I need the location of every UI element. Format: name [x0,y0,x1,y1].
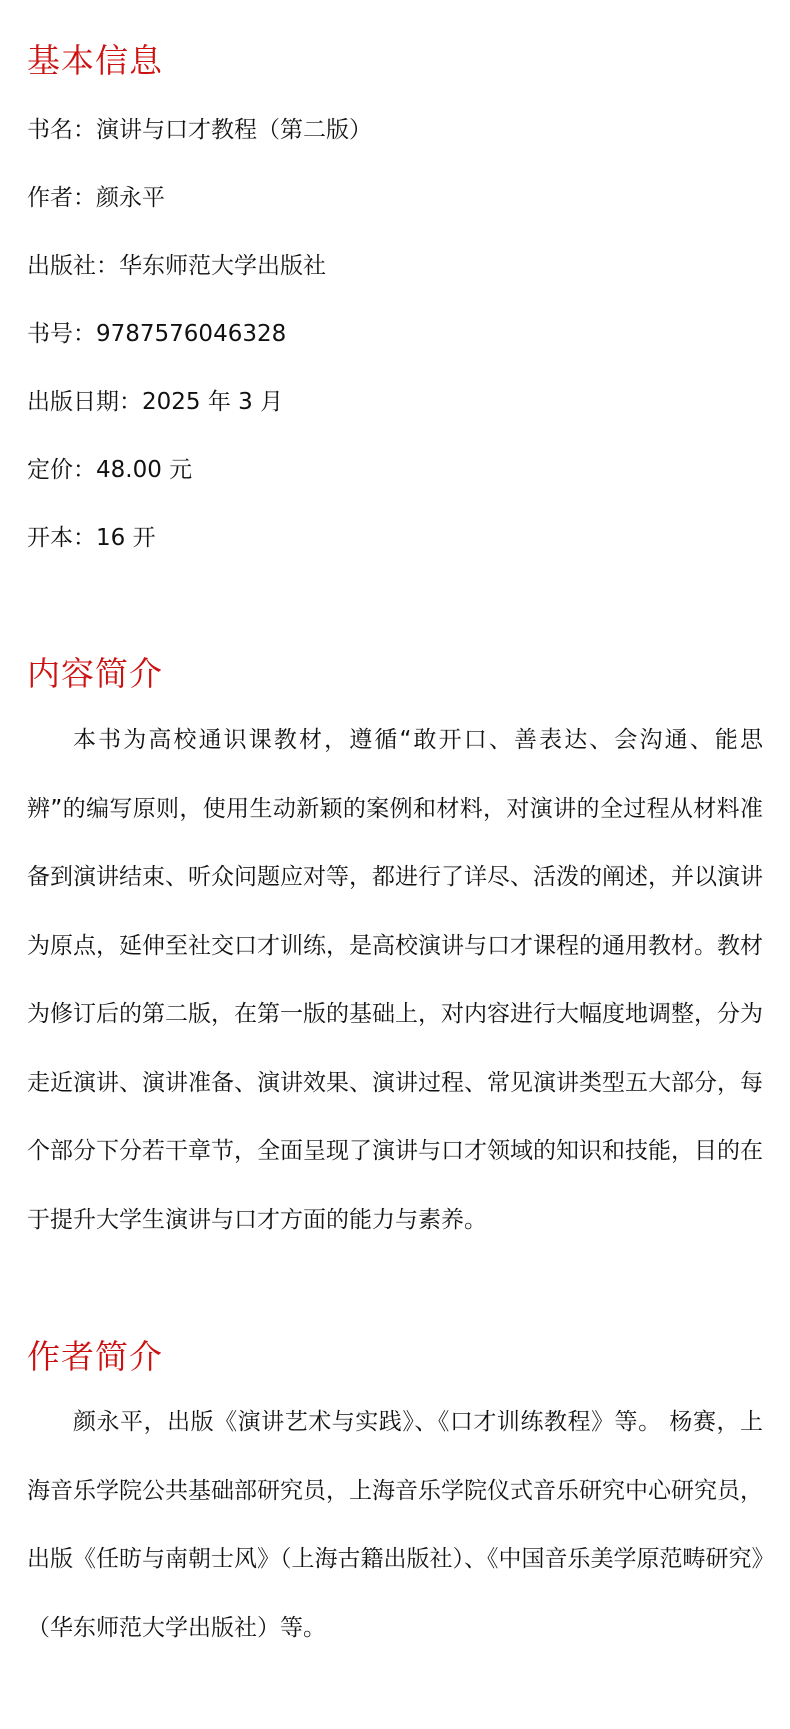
info-isbn: 书号：9787576046328 [27,321,287,347]
info-author: 作者：颜永平 [27,185,165,211]
summary-heading: 内容简介 [27,654,163,693]
author-intro-paragraph: 颜永平，出版《演讲艺术与实践》、《口才训练教程》等。 杨赛，上海音乐学院公共基础部研究员，上海音乐学院仪式音乐研究中心研究员，出版《任昉与南朝士风》（上海古籍出版社）、《中国音乐美学原范畴研究》（华东师范大学出版社）等。 [27,1409,763,1641]
info-pub-date: 出版日期：2025 年 3 月 [27,389,284,415]
basic-info-heading: 基本信息 [27,41,163,80]
author-intro-heading: 作者简介 [27,1337,163,1376]
info-publisher: 出版社：华东师范大学出版社 [27,253,326,279]
info-price: 定价：48.00 元 [27,457,193,483]
info-title: 书名：演讲与口才教程（第二版） [27,117,372,143]
summary-paragraph: 本书为高校通识课教材，遵循“敢开口、善表达、会沟通、能思辨”的编写原则，使用生动新颖的案例和材料，对演讲的全过程从材料准备到演讲结束、听众问题应对等，都进行了详尽、活泼的阐述，并以演讲为原点，延伸至社交口才训练，是高校演讲与口才课程的通用教材。教材为修订后的第二版，在第一版的基础上，对内容进行大幅度地调整，分为走近演讲、演讲准备、演讲效果、演讲过程、常见演讲类型五大部分，每个部分下分若干章节，全面呈现了演讲与口才领域的知识和技能，目的在于提升大学生演讲与口才方面的能力与素养。 [27,727,763,1233]
info-format: 开本：16 开 [27,525,156,551]
